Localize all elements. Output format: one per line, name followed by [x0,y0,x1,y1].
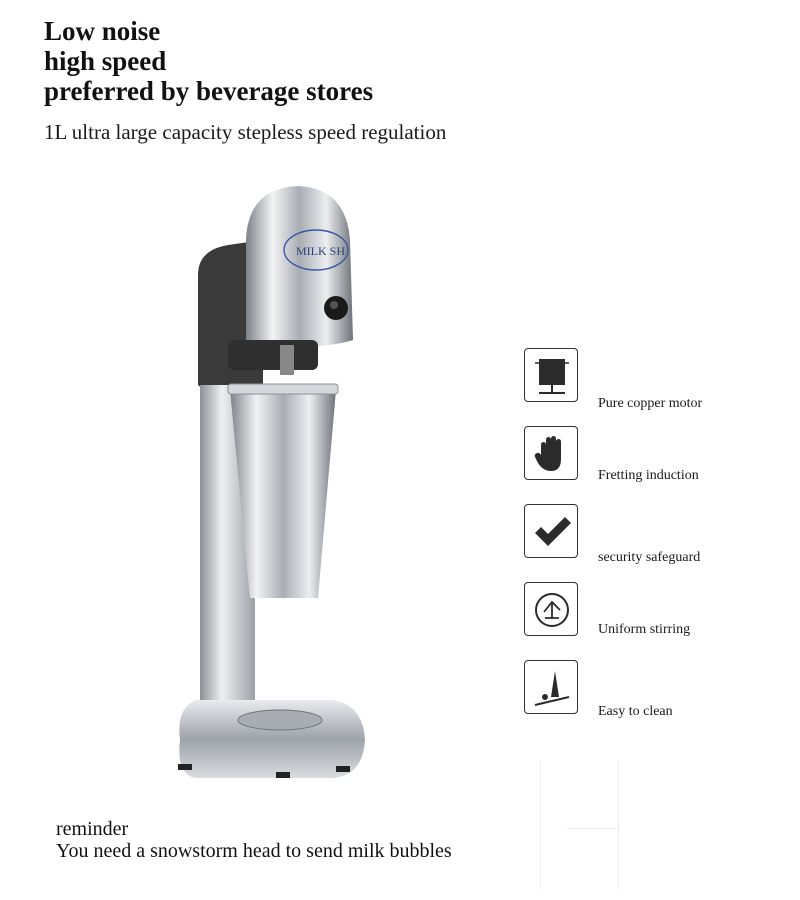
head-label: MILK SH [296,244,346,258]
hand-icon [524,426,578,480]
headline-line-1: Low noise [44,16,161,46]
reminder-title: reminder [56,818,129,840]
headline-line-3: preferred by beverage stores [44,76,374,106]
subtitle: 1L ultra large capacity stepless speed regulation [44,120,447,144]
reminder-text: You need a snowstorm head to send milk bubbles [56,840,452,862]
headline-line-2: high speed [44,46,167,76]
feature-security-safeguard [524,504,764,564]
headline [44,16,373,106]
motor-icon [524,348,578,402]
feature-easy-to-clean [524,660,764,720]
checkmark-icon [524,504,578,558]
milkshake-machine-image [168,180,378,780]
feature-fretting-induction [524,426,764,486]
feature-uniform-stirring [524,582,764,642]
feature-label: Pure copper motor [598,396,703,411]
feature-label: Fretting induction [598,468,699,483]
reminder [56,818,452,862]
cleaning-icon [524,660,578,714]
feature-label: security safeguard [598,550,701,565]
feature-label: Easy to clean [598,704,673,719]
divider [540,760,541,890]
feature-label: Uniform stirring [598,622,691,637]
divider [618,760,619,890]
divider [566,828,618,829]
feature-pure-copper-motor [524,348,764,411]
stirring-icon [524,582,578,636]
